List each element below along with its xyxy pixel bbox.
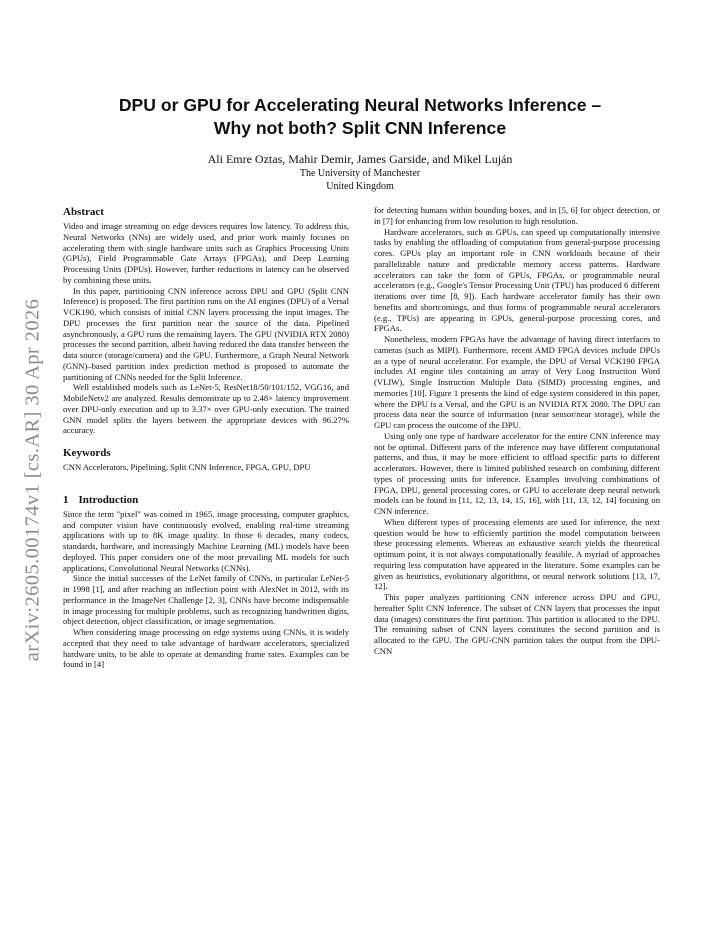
intro-paragraph: This paper analyzes partitioning CNN inference across DPU and GPU, hereafter Split CNN Inference. The subset of CNN layers that processes the input data (images) constitutes the first partition. This partition is allocated to the DPU. The remaining subset of CNN layers constitutes the second partition and is allocated to the GPU. The GPU-CNN partition takes the output from the DPU-CNN [374,592,660,656]
section-number: 1 [63,493,69,506]
abstract-paragraph: Video and image streaming on edge devices requires low latency. To address this, Neural Networks (NNs) are widely used, and prior work mainly focuses on accelerating them with single hardware units such as Graphics Processing Units (GPUs), Field Programmable Gate Arrays (FPGAs), and Deep Learning Processing Units (DPUs). However, further reductions in latency can be observed by combining these units. [63,221,349,285]
author-list: Ali Emre Oztas, Mahir Demir, James Garside, and Mikel Luján [207,152,513,166]
intro-paragraph: When considering image processing on edge systems using CNNs, it is widely accepted that they need to take advantage of hardware accelerators, specialized hardware units, to be able to operate at demanding frame rates. Examples can be found in [4] [63,627,349,670]
paper-title [60,94,660,139]
intro-paragraph: Since the term "pixel" was coined in 1965, image processing, computer graphics, and computer vision have continuously evolved, enabling real-time streaming applications with up to 8K image quality. In those 6 decades, many codecs, standards, hardware, and increasingly Machine Learning (ML) models have been deployed. This paper considers one of the most prevailing ML models for such applications, Convolutional Neural Networks (CNNs). [63,508,349,573]
intro-paragraph: Since the initial successes of the LeNet family of CNNs, in particular LeNet-5 in 1998 [1], and after reaching an inflection point with AlexNet in 2012, with its performance in the ImageNet Challenge [2, 3], CNNs have become indispensable in image processing for multiple problems, such as recognizing handwritten digits, object detection, object classification, or image segmentation. [63,573,349,627]
affiliation-country: United Kingdom [326,180,394,192]
right-column [374,205,660,657]
keywords-heading: Keywords [63,447,111,459]
abstract-paragraph: Well established models such as LeNet-5, ResNet18/50/101/152, VGG16, and MobileNetv2 are analyzed. Results demonstrate up to 2.48× latency improvement over DPU-only execution and up to 3.37× over GPU-only execution. The trained GNN model splits the layers between the appropriate devices with 96.27% accuracy. [63,382,349,436]
affiliation-university: The University of Manchester [299,168,421,179]
intro-paragraph: Hardware accelerators, such as GPUs, can speed up computationally intensive tasks by enabling the offloading of computation from general-purpose processing cores. GPUs play an important role in CNN workloads because of their parallelizable nature and predictable memory access patterns. Hardware accelerators can take the form of GPUs, FPGAs, or programmable neural accelerators (e.g., Google's Tensor Processing Unit (TPU) has produced 6 different iterations over time [8, 9]). Each hardware accelerator family has their own benefits and shortcomings, and thus forms of programmable neural accelerators (e.g., TPUs) are appearing in GPUs, general-purpose processing cores, and FPGAs. [374,226,660,334]
keywords-text: CNN Accelerators, Pipelining, Split CNN Inference, FPGA, GPU, DPU [63,462,311,472]
title-line-2: Why not both? Split CNN Inference [213,117,507,138]
spacer [63,436,349,446]
abstract-heading: Abstract [63,206,104,218]
title-line-1: DPU or GPU for Accelerating Neural Networks Inference – [118,95,602,115]
intro-paragraph: Using only one type of hardware accelerator for the entire CNN inference may not be optimal. Different parts of the inference may have different computational patterns, and thus, it may be more efficient to offload specific parts to different accelerators. However, there is limited published research on combining different types of processing units for inference. Examples involving combinations of FPGA, DPU, general processing cores, or GPU to accelerate deep neural network models can be found in [11, 12, 13, 14, 15, 16], with [11, 13, 12, 14] focusing on CNN inference. [374,430,660,516]
spacer [63,473,349,483]
arxiv-stamp [18,260,48,700]
spacer [63,483,349,493]
affiliation [60,168,660,193]
intro-paragraph: Nonetheless, modern FPGAs have the advantage of having direct interfaces to cameras (such as MIPI). Furthermore, recent AMD FPGA devices include DPUs as a type of neural accelerator. For example, the DPU of Versal VCK190 FPGA includes AI engine tiles containing an array of Very Long Instruction Word (VLIW), Single Instruction Multiple Data (SIMD) processing engines, and memories [10]. Figure 1 presents the kind of edge system considered in this paper, where the DPU is a Versal, and the GPU is an NVIDIA RTX 2080. The DPU can process data near the source of information (near sensor/near storage), while the GPU can process the outcome of the DPU. [374,334,660,430]
introduction-heading [63,493,349,507]
section-title: Introduction [78,493,139,506]
left-column [63,205,349,670]
arxiv-identifier: arXiv:2605.00174v1 [cs.AR] 30 Apr 2026 [21,298,44,662]
abstract-paragraph: In this paper, partitioning CNN inference across DPU and GPU (Split CNN Inference) is proposed. The first partition runs on the AI engines (DPU) of a Versal VCK190, which consists of initial CNN layers processing the input images. The DPU processes the first partition near the source of the data. Pipelined asynchronously, a GPU runs the remaining layers. The GPU (NVIDIA RTX 2080) processes the second partition, albeit having reduced the data transfer between the data source (storage/camera) and the GPU. Furthermore, a Graph Neural Network (GNN)–based partition index prediction method is proposed to automate the partitioning of CNNs needed for the Split Inference. [63,285,349,382]
intro-paragraph: for detecting humans within bounding boxes, and in [5, 6] for object detection, or in [7] for enhancing from low resolution to high resolution. [374,205,660,226]
intro-paragraph: When different types of processing elements are used for inference, the next question would be how to efficiently partition the model computation between these processing elements. Whereas an exhaustive search yields the theoretical optimum point, it is not always computationally feasible. A myriad of approaches requiring less computation have appeared in the literature. Some examples can be given as heuristics, evolutionary algorithms, or neural network solutions [13, 17, 12]. [374,516,660,592]
